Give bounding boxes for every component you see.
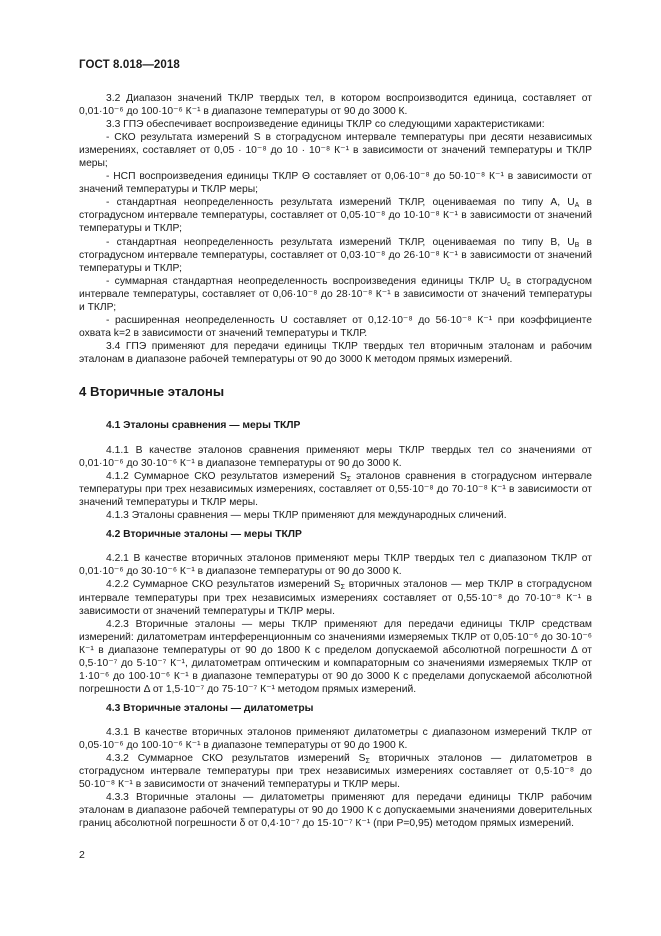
paragraph-4-1-2: 4.1.2 Суммарное СКО результатов измерений $S_\Sigma$ эталонов сравнения в стоградусном интервале температуры при трех независимых измерениях, составляет от 0,55·10⁻⁸ до 70·10⁻⁸ К⁻¹ в зависимости от значений температуры и ТКЛР меры. xyxy=(79,471,592,509)
paragraph-4-1-1: 4.1.1 В качестве эталонов сравнения применяют меры ТКЛР твердых тел со значениями от 0,01·10⁻⁶ до 30·10⁻⁶ К⁻¹ в диапазоне температуры от 90 до 3000 К. xyxy=(79,445,592,470)
page-number: 2 xyxy=(79,849,85,861)
bullet-type-b: - стандартная неопределенность результата измерений ТКЛР, оцениваемая по типу В, $U_B$ в стоградусном интервале температуры, составляет от 0,03·10⁻⁸ до 26·10⁻⁸ К⁻¹ в зависимости от значений температуры и ТКЛР; xyxy=(79,236,592,274)
paragraph-3-4: 3.4 ГПЭ применяют для передачи единицы ТКЛР твердых тел вторичным эталонам и рабочим эталонам в диапазоне рабочей температуры от 90 до 3000 К методом прямых измерений. xyxy=(79,340,592,365)
section-4-heading: 4 Вторичные эталоны xyxy=(79,383,225,399)
paragraph-3-3: 3.3 ГПЭ обеспечивает воспроизведение единицы ТКЛР со следующими характеристиками: xyxy=(106,119,545,131)
paragraph-4-3-1: 4.3.1 В качестве вторичных эталонов применяют дилатометры с диапазоном измерений ТКЛР от 0,05·10⁻⁶ до 100·10⁻⁶ К⁻¹ в диапазоне температуры от 90 до 1900 К. xyxy=(79,726,592,751)
section-4-3-heading: 4.3 Вторичные эталоны — дилатометры xyxy=(106,702,314,714)
paragraph-4-2-3: 4.2.3 Вторичные эталоны — меры ТКЛР применяют для передачи единицы ТКЛР средствам измерений: дилатометрам интерференционным со значениями измеряемых ТКЛР от 0,05·10⁻⁶ до 30·10⁻⁶ К⁻¹ в диапазоне температуры от 90 до 1800 К с пределом допускаемой абсолютной погрешности Δ от 0,5·10⁻⁷ до 5·10⁻⁷ К⁻¹, дилатометрам оптическим и компараторным со значениями измеряемых ТКЛР от 1·10⁻⁶ до 100·10⁻⁶ К⁻¹ в диапазоне температуры от 90 до 3000 К с пределами допускаемой абсолютной погрешности Δ от 1,5·10⁻⁷ до 75·10⁻⁷ К⁻¹ методом прямых измерений. xyxy=(79,618,592,695)
bullet-combined: - суммарная стандартная неопределенность воспроизведения единицы ТКЛР $U_c$ в стоградусном интервале температуры, составляет от 0,06·10⁻⁸ до 28·10⁻⁸ К⁻¹ в зависимости от значений температуры и ТКЛР; xyxy=(79,275,592,313)
section-4-2-heading: 4.2 Вторичные эталоны — меры ТКЛР xyxy=(106,529,302,541)
paragraph-4-3-2: 4.3.2 Суммарное СКО результатов измерений $S_\Sigma$ вторичных эталонов — дилатометров в стоградусном интервале температуры при трех независимых измерениях составляет от 0,5·10⁻⁸ до 50·10⁻⁸ К⁻¹ в зависимости от значений температуры и ТКЛР меры. xyxy=(79,753,593,791)
document-body xyxy=(79,92,592,830)
document-header: ГОСТ 8.018—2018 xyxy=(79,59,180,71)
bullet-type-a: - стандартная неопределенность результата измерений ТКЛР, оцениваемая по типу А, $U_A$ в стоградусном интервале температуры, составляет от 0,05·10⁻⁸ до 10·10⁻⁸ К⁻¹ в зависимости от значений температуры и ТКЛР; xyxy=(79,197,592,235)
paragraph-4-2-1: 4.2.1 В качестве вторичных эталонов применяют меры ТКЛР твердых тел с диапазоном ТКЛР от 0,01·10⁻⁶ до 30·10⁻⁶ К⁻¹ в диапазоне температуры от 90 до 3000 К. xyxy=(79,553,592,578)
bullet-sko: - СКО результата измерений S в стоградусном интервале температуры при десяти независимых измерениях, составляет от 0,05 · 10⁻⁸ до 10 · 10⁻⁸ К⁻¹ в зависимости от значений температуры и ТКЛР меры; xyxy=(79,132,592,170)
section-4-1-heading: 4.1 Эталоны сравнения — меры ТКЛР xyxy=(106,419,301,431)
paragraph-3-2: 3.2 Диапазон значений ТКЛР твердых тел, в котором воспроизводится единица, составляет от 0,01·10⁻⁶ до 100·10⁻⁶ К⁻¹ в диапазоне температуры от 90 до 3000 К. xyxy=(79,93,592,118)
paragraph-4-1-3: 4.1.3 Эталоны сравнения — меры ТКЛР применяют для международных сличений. xyxy=(106,510,507,522)
bullet-expanded: - расширенная неопределенность U составляет от 0,12·10⁻⁸ до 56·10⁻⁸ К⁻¹ при коэффициенте охвата k=2 в зависимости от значений температуры и ТКЛР. xyxy=(79,314,592,339)
bullet-nsp: - НСП воспроизведения единицы ТКЛР Θ составляет от 0,06·10⁻⁸ до 50·10⁻⁸ К⁻¹ в зависимости от значений температуры и ТКЛР меры; xyxy=(79,171,592,196)
paragraph-4-2-2: 4.2.2 Суммарное СКО результатов измерений $S_\Sigma$ вторичных эталонов — мер ТКЛР в стоградусном интервале температуры при трех независимых измерениях составляет от 0,55·10⁻⁸ до 70·10⁻⁸ К⁻¹ в зависимости от значений температуры и ТКЛР меры. xyxy=(79,579,593,617)
paragraph-4-3-3: 4.3.3 Вторичные эталоны — дилатометры применяют для передачи единицы ТКЛР рабочим эталонам в диапазоне рабочей температуры от 90 до 1900 К с допускаемыми значениями доверительных границ абсолютной погрешности δ от 0,4·10⁻⁷ до 15·10⁻⁷ К⁻¹ (при P=0,95) методом прямых измерений. xyxy=(79,792,592,830)
